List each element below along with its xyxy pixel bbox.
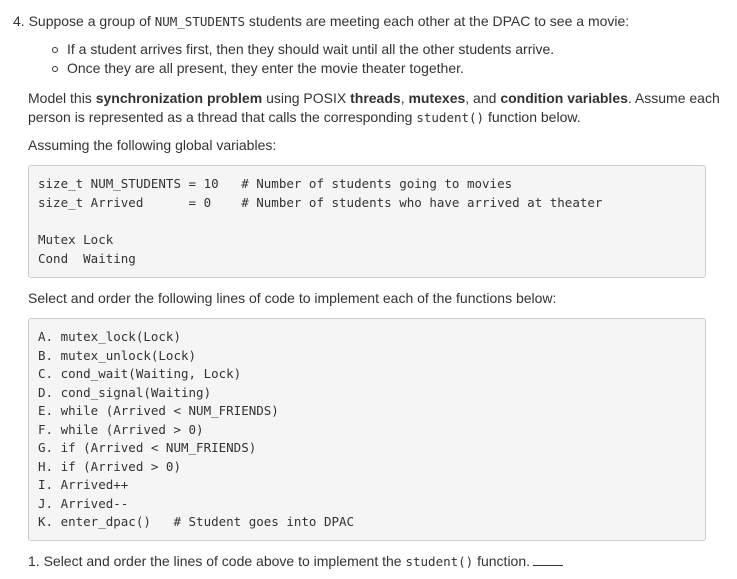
code-line: J. Arrived-- [38, 495, 129, 511]
answer-blank[interactable] [533, 551, 563, 566]
inline-code: NUM_STUDENTS [154, 14, 245, 29]
code-line: size_t NUM_STUDENTS = 10 # Number of students going to movies [38, 176, 513, 191]
code-line: E. while (Arrived < NUM_FRIENDS) [38, 403, 279, 418]
globals-intro: Assuming the following global variables: [28, 137, 277, 153]
select-intro: Select and order the following lines of code to implement each of the functions below: [28, 290, 557, 306]
code-line: D. cond_signal(Waiting) [38, 384, 212, 400]
model-paragraph-line-1: Model this synchronization problem using POSIX threads, mutexes, and condition variables. Assume each [28, 90, 720, 106]
list-item: If a student arrives first, then they should wait until all the other students arrive. [50, 40, 554, 59]
list-item: Once they are all present, they enter the movie theater together. [50, 59, 554, 78]
code-line: B. mutex_unlock(Lock) [38, 347, 197, 363]
code-line: I. Arrived++ [38, 477, 129, 492]
inline-code: student() [416, 110, 485, 125]
inline-code: student() [405, 554, 474, 569]
code-line: G. if (Arrived < NUM_FRIENDS) [38, 440, 257, 455]
model-paragraph-line-2: person is represented as a thread that calls the corresponding student() function below. [28, 109, 581, 125]
code-line: K. enter_dpac() # Student goes into DPAC [38, 514, 355, 529]
code-line: C. cond_wait(Waiting, Lock) [38, 366, 242, 381]
code-line: F. while (Arrived > 0) [38, 421, 204, 437]
code-line: size_t Arrived = 0 # Number of students who have arrived at theater [38, 195, 603, 210]
options-code-block [28, 318, 706, 541]
code-line: H. if (Arrived > 0) [38, 458, 181, 474]
sub-question: 1. Select and order the lines of code above to implement the student() function. [28, 551, 563, 572]
code-line: Mutex Lock [38, 232, 114, 247]
globals-code-block [28, 165, 706, 278]
question-number: 4. [13, 13, 25, 29]
code-line: A. mutex_lock(Lock) [38, 329, 181, 344]
rules-list [50, 40, 554, 78]
question-intro: 4. Suppose a group of NUM_STUDENTS students are meeting each other at the DPAC to see a movie: [13, 13, 630, 29]
code-line: Cond Waiting [38, 251, 136, 266]
